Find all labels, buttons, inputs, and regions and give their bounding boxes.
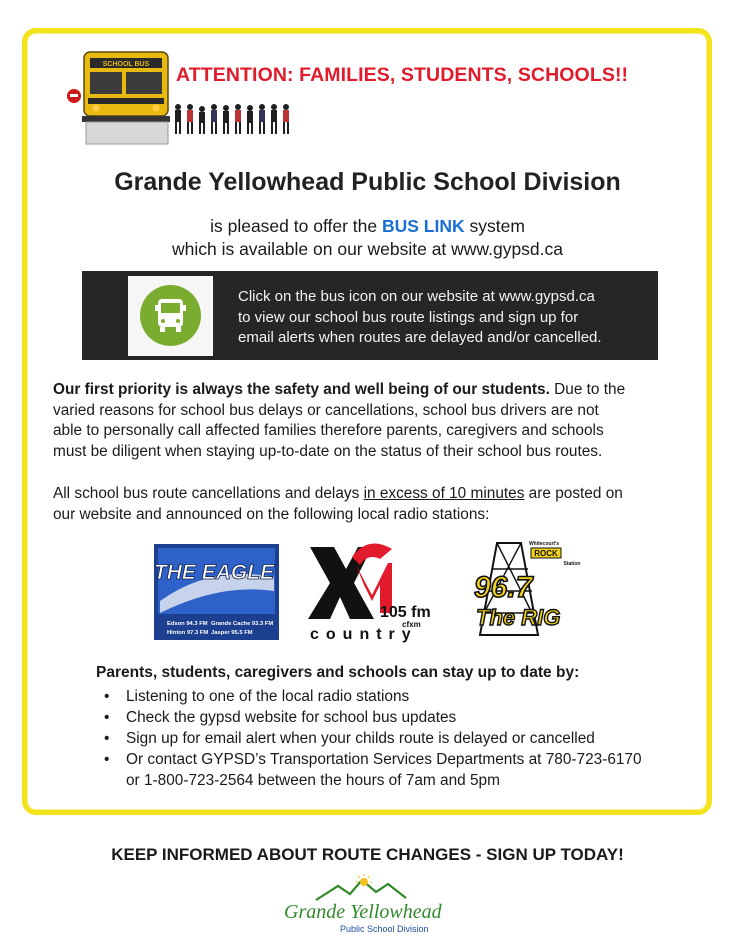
xm-call-text: cfxm <box>402 620 421 629</box>
logo-line1: Grande Yellowhead <box>284 901 442 923</box>
eagle-name-text: THE EAGLE <box>153 561 275 584</box>
cancel-post: are posted on <box>524 485 623 502</box>
stay-up-to-date-list <box>104 686 704 791</box>
xm-genre-text: country <box>310 626 418 643</box>
xm-freq-text: 105 fm <box>380 604 431 621</box>
bus-icon-tile[interactable] <box>128 276 213 356</box>
logo-line2: Public School Division <box>340 924 429 934</box>
page-title: Grande Yellowhead Public School Division <box>114 168 621 196</box>
safety-line3: able to personally call affected families therefore parents, caregivers and schools <box>53 422 604 439</box>
keep-informed-banner: KEEP INFORMED ABOUT ROUTE CHANGES - SIGN UP TODAY! <box>111 845 624 864</box>
rig-top-line1: Whitecourt's <box>528 541 560 547</box>
rig-name-text: The RIG <box>476 605 561 630</box>
rig-top-rock: ROCK <box>534 549 558 558</box>
banner-text <box>238 287 658 349</box>
contact-line2: or 1-800-723-2564 between the hours of 7am and 5pm <box>126 772 500 789</box>
svg-text:SCHOOL BUS: SCHOOL BUS <box>102 61 150 68</box>
list-item: • Sign up for email alert when your childs route is delayed or cancelled <box>104 728 704 749</box>
banner-line3: email alerts when routes are delayed and/or cancelled. <box>238 329 602 346</box>
intro-line1-post: system <box>464 216 525 236</box>
stay-up-to-date-heading: Parents, students, caregivers and schools can stay up to date by: <box>96 664 580 681</box>
safety-line4: must be diligent when staying up-to-date on the status of their school bus routes. <box>53 442 603 460</box>
intro-line2: which is available on our website at www.gypsd.ca <box>171 239 564 259</box>
cancel-underlined: in excess of 10 minutes <box>363 485 525 502</box>
cancel-line2: our website and announced on the following local radio stations: <box>53 505 490 523</box>
list-item <box>104 749 704 791</box>
contact-line1: Or contact GYPSD’s Transportation Services Departments at 780-723-6170 <box>126 751 642 768</box>
bus-icon[interactable] <box>140 285 201 346</box>
eagle-freq-grande-cache: Grande Cache 93.3 FM <box>211 621 274 627</box>
eagle-freq-hinton: Hinton 97.3 FM <box>167 630 209 636</box>
intro-text <box>40 215 695 261</box>
radio-station-logos <box>0 535 735 645</box>
eagle-freq-jasper: Jasper 95.5 FM <box>211 630 253 636</box>
eagle-freq-edson: Edson 94.3 FM <box>167 621 208 627</box>
safety-line1-rest: Due to the <box>549 381 626 398</box>
banner-line1: Click on the bus icon on our website at www.gypsd.ca <box>238 288 595 305</box>
cancel-pre: All school bus route cancellations and delays <box>53 485 364 502</box>
xm-country-logo <box>308 544 431 643</box>
rig-top-line3: Station <box>563 561 581 567</box>
safety-line2: varied reasons for school bus delays or cancellations, school bus drivers are not <box>53 401 599 419</box>
banner-line2: to view our school bus route listings and sign up for <box>238 308 579 326</box>
gypsd-logo <box>276 874 461 936</box>
safety-paragraph <box>53 380 693 462</box>
cancellations-paragraph <box>53 484 693 525</box>
the-eagle-logo <box>154 544 279 640</box>
the-rig-logo <box>474 541 580 635</box>
safety-priority-bold: Our first priority is always the safety and well being of our students. <box>53 381 550 398</box>
rig-freq-text: 96.7 <box>474 571 533 604</box>
list-item: • Listening to one of the local radio stations <box>104 686 704 707</box>
bus-link-banner <box>82 271 658 360</box>
intro-line1-pre: is pleased to offer the <box>210 216 382 236</box>
school-bus-photo <box>66 48 298 148</box>
attention-heading: ATTENTION: FAMILIES, STUDENTS, SCHOOLS!! <box>176 64 629 86</box>
bus-link-highlight: BUS LINK <box>381 216 465 236</box>
list-item: • Check the gypsd website for school bus updates <box>104 707 704 728</box>
